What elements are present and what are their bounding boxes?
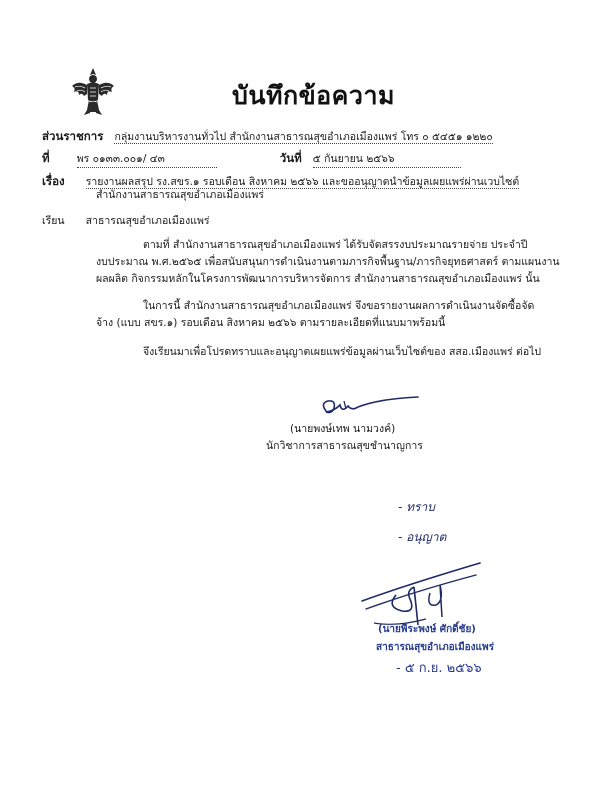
subject-label: เรื่อง bbox=[42, 174, 65, 188]
agency-value: กลุ่มงานบริหารงานทั่วไป สำนักงานสาธารณสุขอำเภอเมืองแพร่ โทร ๐ ๕๔๕๑ ๑๒๒๐ bbox=[114, 131, 493, 143]
reference-value: พร ๐๑๓๓.๐๐๑/ ๔๓ bbox=[77, 150, 217, 168]
salutation-label: เรียน bbox=[42, 215, 65, 227]
reference-row bbox=[42, 147, 461, 168]
agency-row bbox=[42, 125, 493, 146]
approver-name-stamp: (นายพีระพงษ์ ศักดิ์ชัย) bbox=[378, 624, 476, 635]
paragraph-2-line-1: ในการนี้ สำนักงานสาธารณสุขอำเภอเมืองแพร่ จึงขอรายงานผลการดำเนินงานจัดซื้อจัด bbox=[143, 300, 535, 312]
paragraph-1-line-3: ผลผลิต กิจกรรมหลักในโครงการพัฒนาการบริหารจัดการ สำนักงานสาธารณสุขอำเภอเมืองแพร่ นั้น bbox=[96, 273, 540, 285]
paragraph-1-line-1: ตามที่ สำนักงานสาธารณสุขอำเภอเมืองแพร่ ได้รับจัดสรรงบประมาณรายจ่าย ประจำปี bbox=[143, 239, 528, 251]
reference-label: ที่ bbox=[42, 151, 50, 165]
author-name: (นายพงษ์เทพ นามวงค์) bbox=[290, 423, 396, 435]
salutation-row bbox=[42, 209, 210, 229]
document-title: บันทึกข้อความ bbox=[232, 81, 395, 110]
date-value: ๕ กันยายน ๒๕๖๖ bbox=[313, 150, 461, 168]
author-position: นักวิชาการสาธารณสุขชำนาญการ bbox=[266, 440, 423, 452]
paragraph-2-line-2: จ้าง (แบบ สขร.๑) รอบเดือน สิงหาคม ๒๕๖๖ ตามรายละเอียดที่แนบมาพร้อมนี้ bbox=[96, 317, 446, 329]
salutation-value: สาธารณสุขอำเภอเมืองแพร่ bbox=[85, 215, 210, 227]
garuda-emblem bbox=[70, 66, 116, 118]
approver-title-stamp: สาธารณสุขอำเภอเมืองแพร่ bbox=[376, 642, 494, 653]
handwritten-approval-date: - ๕ ก.ย. ๒๕๖๖ bbox=[396, 661, 482, 676]
handwritten-acknowledge: - ทราบ bbox=[398, 500, 435, 514]
agency-label: ส่วนราชการ bbox=[42, 129, 104, 143]
subject-line-1: รายงานผลสรุป รง.สขร.๑ รอบเดือน สิงหาคม ๒๕๖๖ และขออนุญาตนำข้อมูลเผยแพร่ผ่านเวบไซต์ bbox=[85, 176, 520, 188]
date-label: วันที่ bbox=[279, 151, 302, 165]
paragraph-3-line-1: จึงเรียนมาเพื่อโปรดทราบและอนุญาตเผยแพร่ข้อมูลผ่านเว็บไซต์ของ สสอ.เมืองแพร่ ต่อไป bbox=[143, 346, 542, 358]
handwritten-approve: - อนุญาต bbox=[398, 530, 447, 544]
paragraph-1-line-2: งบประมาณ พ.ศ.๒๕๖๕ เพื่อสนับสนุนการดำเนินงานตามภารกิจพื้นฐาน/ภารกิจยุทธศาสตร์ ตามแผนงาน bbox=[96, 256, 560, 268]
author-signature bbox=[318, 393, 422, 419]
subject-line-2: สำนักงานสาธารณสุขอำเภอเมืองแพร่ bbox=[96, 189, 264, 201]
